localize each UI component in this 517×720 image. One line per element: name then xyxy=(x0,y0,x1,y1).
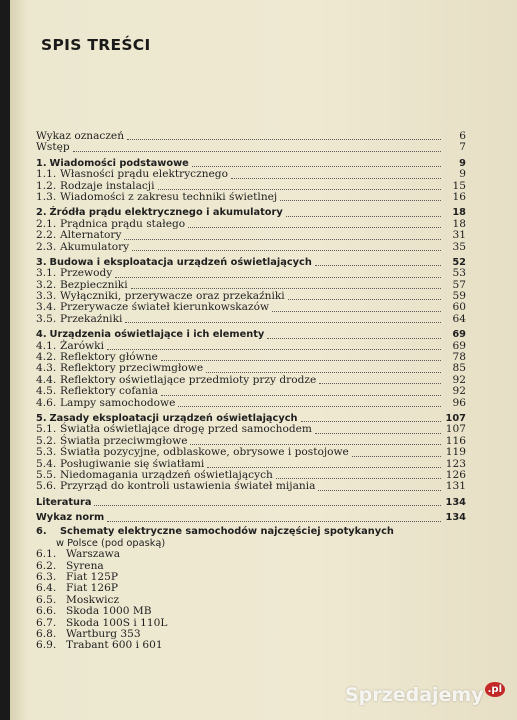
toc-entry-title: Wartburg 353 xyxy=(66,628,141,640)
toc-entry-page: 35 xyxy=(452,240,466,253)
toc-entry-page: 131 xyxy=(445,480,466,493)
toc-entry-page: 96 xyxy=(452,396,466,409)
toc-leader-dots xyxy=(132,242,441,251)
toc-leader-dots xyxy=(276,470,441,479)
toc-entry xyxy=(36,398,466,409)
toc-entry-number: 5.1. xyxy=(36,423,57,436)
toc-entry-title: Warszawa xyxy=(66,548,121,561)
toc-entry-title: Przerywacze świateł kierunkowskazów xyxy=(60,301,270,314)
toc-entry-page: 18 xyxy=(452,217,466,230)
table-of-contents xyxy=(36,131,466,652)
toc-entry xyxy=(36,314,466,325)
toc-entry-title: Reflektory cofania xyxy=(60,385,159,398)
toc-leader-dots xyxy=(301,413,441,422)
toc-leader-dots xyxy=(144,630,441,638)
toc-leader-dots xyxy=(231,170,441,179)
toc-entry-title: Reflektory przeciwmgłowe xyxy=(60,362,204,375)
toc-entry-title: Niedomagania urządzeń oświetlających xyxy=(60,468,273,481)
watermark-suffix: .pl xyxy=(485,682,505,697)
toc-entry-number: 3.3. xyxy=(36,290,57,303)
toc-leader-dots xyxy=(190,436,441,445)
toc-entry-page: 116 xyxy=(445,434,466,447)
toc-entry-title: Przyrząd do kontroli ustawienia świateł mijania xyxy=(60,480,316,493)
toc-leader-dots xyxy=(188,219,441,228)
toc-entry-number: 3.4. xyxy=(36,301,57,314)
watermark-logo xyxy=(345,684,505,706)
toc-leader-dots xyxy=(131,280,441,289)
toc-entry xyxy=(36,606,466,617)
toc-entry-number: 4.3. xyxy=(36,362,57,375)
toc-entry-number: 5.5. xyxy=(36,468,57,481)
toc-entry xyxy=(36,230,466,241)
toc-entry-title: Reflektory główne xyxy=(60,351,158,364)
toc-entry-number: 4.1. xyxy=(36,339,57,352)
toc-entry-title: Wiadomości podstawowe xyxy=(49,157,189,169)
toc-entry-number: 1.2. xyxy=(36,179,57,192)
toc-leader-dots xyxy=(352,448,441,457)
toc-entry xyxy=(36,169,466,180)
toc-entry-title: Moskwicz xyxy=(66,593,120,606)
toc-entry-title: Żarówki xyxy=(60,339,104,352)
toc-entry-page: 134 xyxy=(445,512,466,524)
toc-entry-title: Syrena xyxy=(66,559,104,572)
toc-entry-page: 31 xyxy=(452,229,466,242)
toc-entry-title: Wyłączniki, przerywacze oraz przekaźniki xyxy=(60,290,285,303)
toc-leader-dots xyxy=(127,131,441,140)
toc-entry xyxy=(36,131,466,142)
toc-leader-dots xyxy=(124,231,441,240)
toc-leader-dots xyxy=(286,208,441,217)
toc-entry-page: 69 xyxy=(452,339,466,352)
toc-entry-number: 6.9. xyxy=(36,639,57,652)
toc-entry xyxy=(36,447,466,458)
toc-entry-title: Wiadomości z zakresu techniki świetlnej xyxy=(60,190,278,203)
book-page xyxy=(10,0,517,720)
toc-leader-dots xyxy=(125,314,441,323)
toc-entry-page: 7 xyxy=(459,141,466,154)
toc-entry xyxy=(36,481,466,492)
toc-entry-page: 92 xyxy=(452,373,466,386)
toc-entry-page: 92 xyxy=(452,385,466,398)
toc-entry-number: 4.4. xyxy=(36,373,57,386)
toc-entry-title: Światła przeciwmgłowe xyxy=(60,434,188,447)
toc-entry-page: 6 xyxy=(459,129,466,142)
toc-entry-page: 126 xyxy=(445,468,466,481)
toc-entry-page: 52 xyxy=(452,256,466,268)
toc-entry-number: 3.2. xyxy=(36,278,57,291)
toc-entry-page: 15 xyxy=(452,179,466,192)
toc-leader-dots xyxy=(73,143,441,152)
toc-entry-number: 2. xyxy=(36,207,47,219)
toc-leader-dots xyxy=(154,608,441,616)
toc-entry-number: 3. xyxy=(36,256,47,268)
toc-entry-number: 5.4. xyxy=(36,457,57,470)
toc-entry-title: Bezpieczniki xyxy=(60,278,128,291)
toc-leader-dots xyxy=(161,352,441,361)
toc-entry-number: 6.8. xyxy=(36,628,57,640)
toc-leader-dots xyxy=(288,291,441,300)
toc-entry-title: Akumulatory xyxy=(60,240,130,253)
toc-entry xyxy=(36,497,466,508)
toc-entry-page: 9 xyxy=(459,157,466,169)
toc-entry-page: 60 xyxy=(452,301,466,314)
toc-entry-title: Posługiwanie się światłami xyxy=(60,457,205,470)
toc-entry xyxy=(36,192,466,203)
toc-leader-dots xyxy=(115,269,441,278)
toc-leader-dots xyxy=(207,459,441,468)
toc-entry-title: Schematy elektryczne samochodów najczęściej spotykanych xyxy=(60,526,394,538)
toc-entry-page: 16 xyxy=(452,190,466,203)
toc-entry-number: 6.7. xyxy=(36,616,57,629)
toc-leader-dots xyxy=(107,513,441,522)
toc-entry-number: 5.3. xyxy=(36,446,57,459)
toc-entry-number: 5. xyxy=(36,412,47,424)
toc-entry-title: Światła oświetlające drogę przed samochodem xyxy=(60,423,312,436)
toc-entry-number: 6.2. xyxy=(36,559,57,572)
toc-entry-title: Fiat 125P xyxy=(66,571,119,584)
toc-entry-number: 4.5. xyxy=(36,385,57,398)
toc-entry-number: 1.3. xyxy=(36,190,57,203)
toc-entry-page: 69 xyxy=(452,329,466,341)
toc-entry-number: 6.1. xyxy=(36,548,57,561)
toc-entry-title: Przekaźniki xyxy=(60,312,123,325)
watermark-text: Sprzedajemy xyxy=(345,684,484,706)
toc-entry-page: 59 xyxy=(452,290,466,303)
toc-leader-dots xyxy=(107,562,441,570)
toc-entry xyxy=(36,242,466,253)
page-title: SPIS TREŚCI xyxy=(41,36,151,54)
toc-entry-title: Prądnica prądu stałego xyxy=(60,217,186,230)
toc-entry-title: Wykaz norm xyxy=(36,512,105,524)
toc-entry-number: 6.4. xyxy=(36,582,57,595)
toc-entry-number: 3.5. xyxy=(36,312,57,325)
toc-entry xyxy=(36,268,466,279)
toc-entry-title: w Polsce (pod opaską) xyxy=(56,537,166,549)
toc-entry-page: 123 xyxy=(445,457,466,470)
toc-entry-title: Trabant 600 i 601 xyxy=(66,639,163,652)
toc-entry-title: Skoda 1000 MB xyxy=(66,605,152,618)
toc-entry-title: Fiat 126P xyxy=(66,582,119,595)
toc-entry-page: 9 xyxy=(459,168,466,181)
toc-entry-page: 119 xyxy=(445,446,466,459)
toc-entry-page: 107 xyxy=(445,412,466,424)
toc-entry-title: Własności prądu elektrycznego xyxy=(60,168,228,181)
toc-leader-dots xyxy=(315,257,441,266)
toc-entry-page: 53 xyxy=(452,267,466,280)
toc-entry-title: Zasady eksploatacji urządzeń oświetlających xyxy=(49,412,298,424)
toc-leader-dots xyxy=(166,642,441,650)
toc-entry-title: Przewody xyxy=(60,267,113,280)
toc-entry-page: 134 xyxy=(445,496,466,508)
toc-entry-title: Alternatory xyxy=(60,229,122,242)
toc-entry-number: 6.6. xyxy=(36,605,57,618)
toc-entry xyxy=(36,549,466,560)
toc-entry-page: 107 xyxy=(445,423,466,436)
toc-leader-dots xyxy=(267,330,441,339)
toc-leader-dots xyxy=(280,192,441,201)
toc-entry-page: 18 xyxy=(452,207,466,219)
toc-entry xyxy=(36,386,466,397)
toc-leader-dots xyxy=(123,551,441,559)
toc-entry-title: Reflektory oświetlające przedmioty przy drodze xyxy=(60,373,317,386)
toc-leader-dots xyxy=(107,341,441,350)
toc-entry-page: 57 xyxy=(452,278,466,291)
toc-entry-number: 6.5. xyxy=(36,593,57,606)
toc-entry-number: 2.2. xyxy=(36,229,57,242)
toc-entry-number: 6. xyxy=(36,526,47,538)
toc-leader-dots xyxy=(121,573,441,581)
toc-entry-title: Skoda 100S i 110L xyxy=(66,616,168,629)
toc-entry-title: Źródła prądu elektrycznego i akumulatory xyxy=(49,207,283,219)
toc-leader-dots xyxy=(318,482,441,491)
toc-entry-number: 4.2. xyxy=(36,351,57,364)
toc-leader-dots xyxy=(170,619,441,627)
toc-entry-number: 2.1. xyxy=(36,217,57,230)
toc-entry-number: 2.3. xyxy=(36,240,57,253)
toc-leader-dots xyxy=(319,375,441,384)
toc-leader-dots xyxy=(168,539,441,547)
toc-leader-dots xyxy=(272,303,441,312)
toc-entry xyxy=(36,527,466,538)
toc-entry-number: 3.1. xyxy=(36,267,57,280)
toc-entry-number: 5.6. xyxy=(36,480,57,493)
toc-entry-title: Rodzaje instalacji xyxy=(60,179,155,192)
toc-entry-title: Wykaz oznaczeń xyxy=(36,129,125,142)
toc-leader-dots xyxy=(192,158,441,167)
toc-entry-number: 1. xyxy=(36,157,47,169)
toc-leader-dots xyxy=(121,585,441,593)
toc-leader-dots xyxy=(397,528,441,536)
toc-entry xyxy=(36,512,466,523)
toc-entry-number: 1.1. xyxy=(36,168,57,181)
toc-entry xyxy=(36,142,466,153)
toc-entry-page: 78 xyxy=(452,351,466,364)
toc-leader-dots xyxy=(122,596,441,604)
toc-entry-title: Wstęp xyxy=(36,141,70,154)
toc-entry-title: Budowa i eksploatacja urządzeń oświetlających xyxy=(49,256,312,268)
toc-entry-page: 64 xyxy=(452,312,466,325)
toc-leader-dots xyxy=(315,425,441,434)
toc-leader-dots xyxy=(178,398,441,407)
toc-entry xyxy=(36,329,466,340)
toc-leader-dots xyxy=(158,181,442,190)
toc-entry-title: Literatura xyxy=(36,496,92,508)
toc-entry-title: Urządzenia oświetlające i ich elementy xyxy=(49,329,265,341)
toc-entry-number: 6.3. xyxy=(36,571,57,584)
toc-leader-dots xyxy=(161,387,441,396)
toc-entry xyxy=(36,640,466,651)
toc-leader-dots xyxy=(94,497,441,506)
toc-entry-page: 85 xyxy=(452,362,466,375)
toc-entry-title: Światła pozycyjne, odblaskowe, obrysowe i postojowe xyxy=(60,446,349,459)
toc-entry-number: 5.2. xyxy=(36,434,57,447)
toc-entry-number: 4.6. xyxy=(36,396,57,409)
toc-leader-dots xyxy=(206,364,441,373)
toc-entry-number: 4. xyxy=(36,329,47,341)
toc-entry-title: Lampy samochodowe xyxy=(60,396,176,409)
